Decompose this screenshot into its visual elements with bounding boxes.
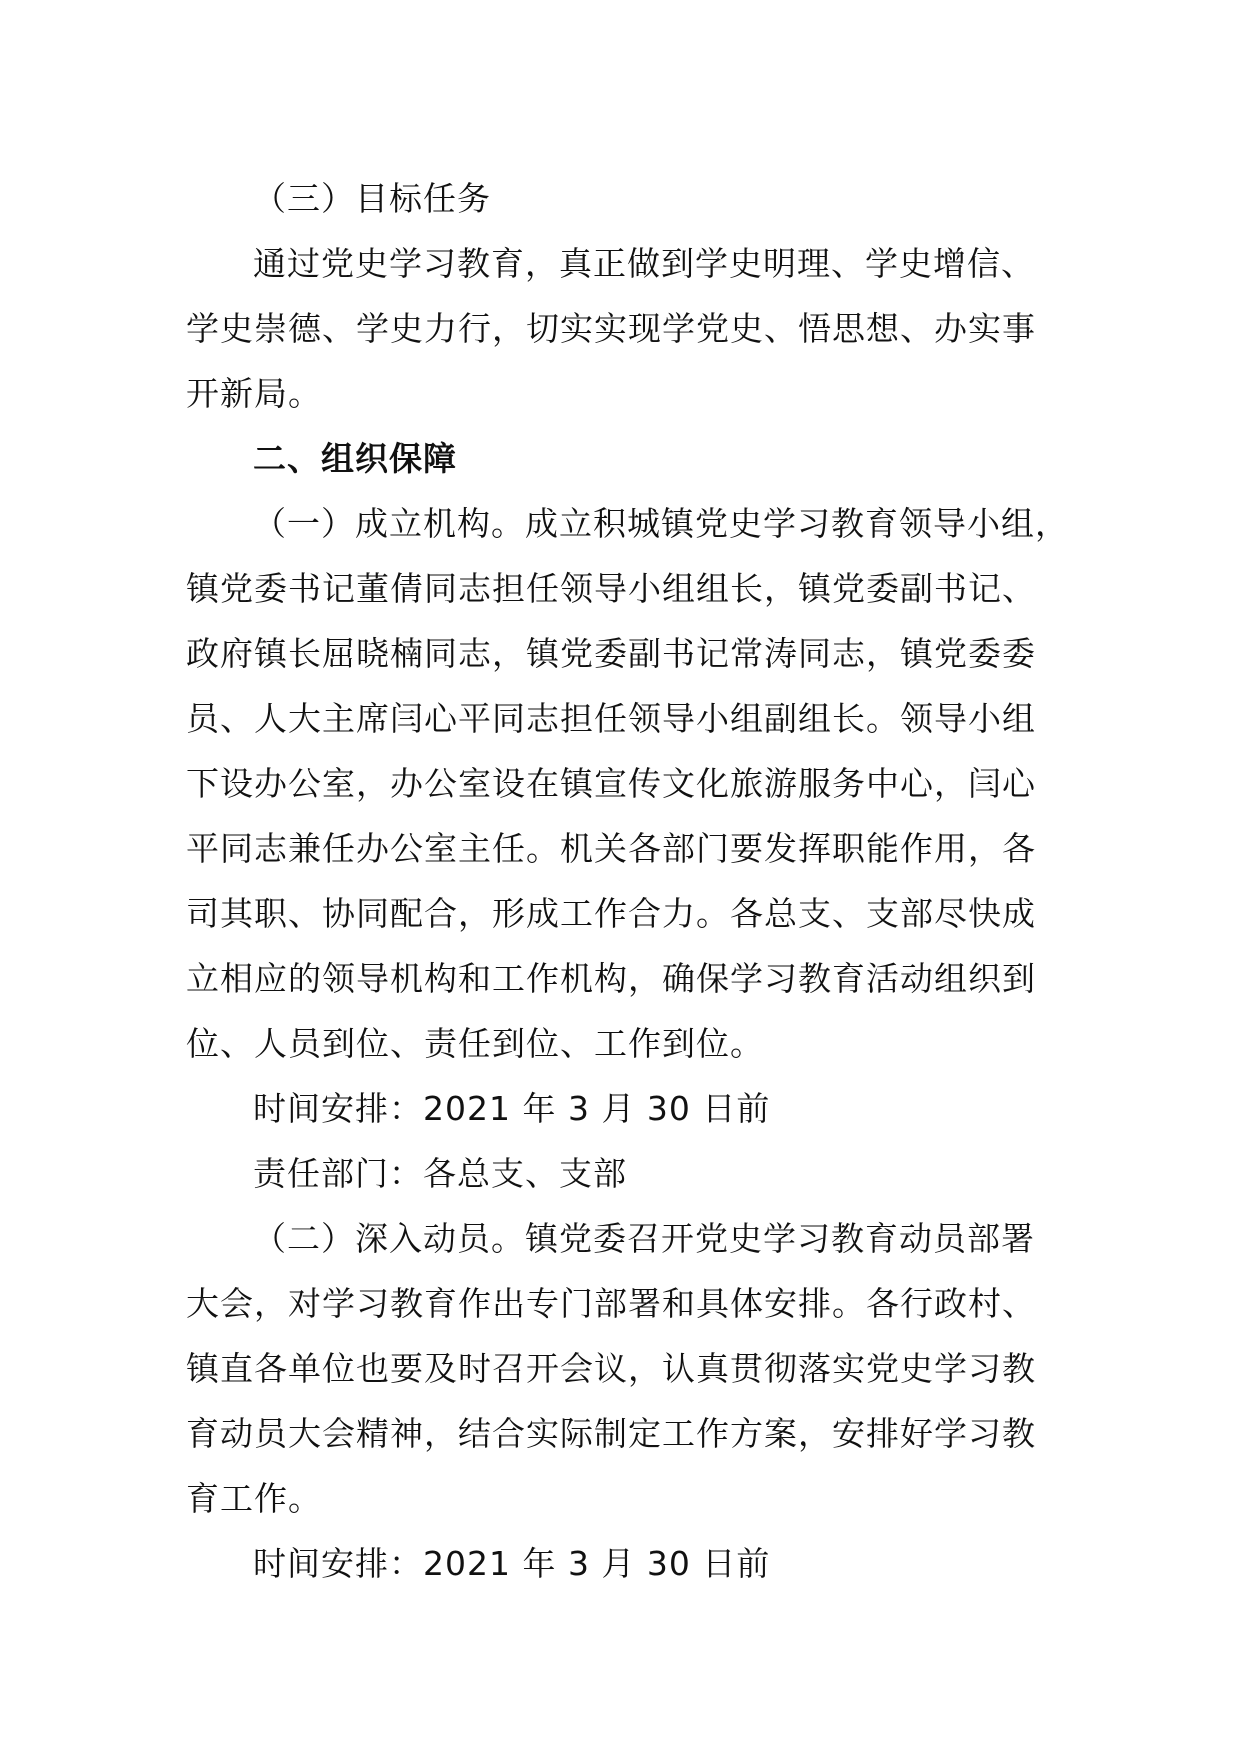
paragraph-line: 学史崇德、学史力行，切实实现学党史、悟思想、办实事	[186, 309, 1036, 348]
paragraph-line: 镇直各单位也要及时召开会议，认真贯彻落实党史学习教	[186, 1349, 1036, 1388]
paragraph-line: 政府镇长屈晓楠同志，镇党委副书记常涛同志，镇党委委	[186, 634, 1036, 673]
schedule-line: 时间安排：2021 年 3 月 30 日前	[253, 1544, 771, 1583]
paragraph-line: （二）深入动员。镇党委召开党史学习教育动员部署	[253, 1219, 1035, 1258]
schedule-line: 时间安排：2021 年 3 月 30 日前	[253, 1089, 771, 1128]
mobilization-paragraph	[186, 1206, 1076, 1531]
section-heading-goals: （三）目标任务	[253, 179, 491, 218]
paragraph-line: 位、人员到位、责任到位、工作到位。	[186, 1024, 764, 1063]
paragraph-line: 员、人大主席闫心平同志担任领导小组副组长。领导小组	[186, 699, 1036, 738]
paragraph-line: 镇党委书记董倩同志担任领导小组组长，镇党委副书记、	[186, 569, 1036, 608]
paragraph-line: 司其职、协同配合，形成工作合力。各总支、支部尽快成	[186, 894, 1036, 933]
responsible-department-line: 责任部门：各总支、支部	[253, 1154, 627, 1193]
paragraph-line: 育动员大会精神，结合实际制定工作方案，安排好学习教	[186, 1414, 1036, 1453]
paragraph-line: 下设办公室，办公室设在镇宣传文化旅游服务中心，闫心	[186, 764, 1036, 803]
paragraph-line: 开新局。	[186, 374, 322, 413]
paragraph-line: 立相应的领导机构和工作机构，确保学习教育活动组织到	[186, 959, 1036, 998]
paragraph-line: 育工作。	[186, 1479, 322, 1518]
paragraph-line: 平同志兼任办公室主任。机关各部门要发挥职能作用，各	[186, 829, 1036, 868]
paragraph-line: （一）成立机构。成立积城镇党史学习教育领导小组，	[253, 504, 1069, 543]
goal-paragraph	[186, 231, 1076, 426]
organization-paragraph	[186, 491, 1076, 1076]
document-body	[186, 166, 1076, 1596]
paragraph-line: 大会，对学习教育作出专门部署和具体安排。各行政村、	[186, 1284, 1036, 1323]
paragraph-line: 通过党史学习教育，真正做到学史明理、学史增信、	[253, 244, 1035, 283]
chapter-heading-organization: 二、组织保障	[253, 439, 457, 478]
